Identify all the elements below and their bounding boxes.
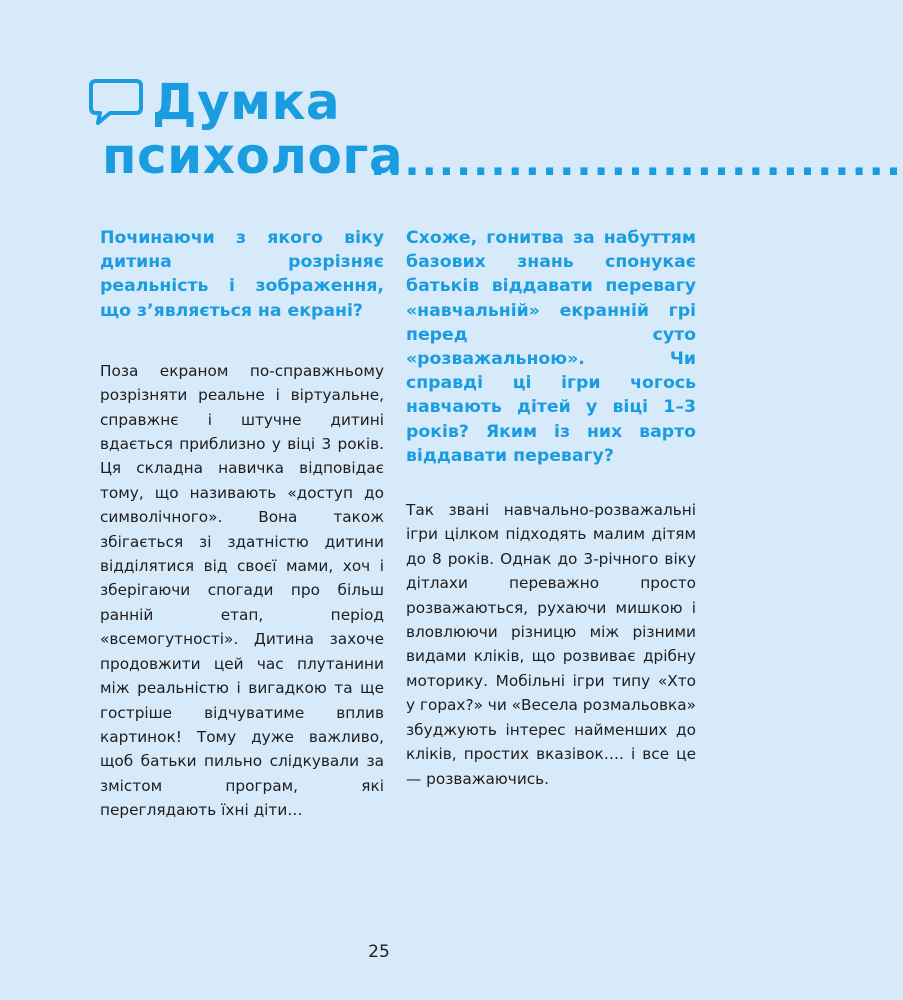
- page-number: 25: [368, 942, 390, 962]
- title-dot-leader: ...............................: [370, 139, 903, 185]
- title-line-1: Думка: [152, 73, 341, 131]
- speech-bubble-icon: [88, 78, 144, 126]
- right-question: Схоже, гонитва за набуттям базових знань спонукає батьків віддавати перевагу «навчальній» екранній грі перед суто «розважальною». Чи справді ці ігри чогось навчають дітей у віці 1–3 років? Яким із них варто віддавати перевагу?: [406, 228, 696, 466]
- left-question: Починаючи з якого віку дитина розрізняє реальність і зображення, що з’являється на екрані?: [100, 228, 384, 321]
- right-answer: Так звані навчально-розважальні ігри цілком підходять малим дітям до 8 років. Однак до 3-річного віку дітлахи переважно просто розважаються, рухаючи мишкою і вловлюючи різницю між різними видами кліків, що розвиває дрібну моторику. Мобільні ігри типу «Хто у горах?» чи «Весела розмальовка» збуджують інтерес найменших до кліків, простих вказівок…. і все це — розважаючись.: [406, 501, 696, 788]
- title-line-2: психолога: [102, 127, 404, 185]
- left-answer: Поза екраном по-справжньому розрізняти реальне і віртуальне, справжнє і штучне дитині вдається приблизно у віці 3 років. Ця складна навичка відповідає тому, що називають «доступ до символічного». Вона також збігається зі здатністю дитини відділятися від своєї мами, хоч і зберігаючи спогади про більш ранній етап, період «всемогутності». Дитина захоче продовжити цей час плутанини між реальністю і вигадкою та ще гостріше відчуватиме вплив картинок! Тому дуже важливо, щоб батьки пильно слідкували за змістом програм, які переглядають їхні діти…: [100, 361, 384, 820]
- right-column: [406, 226, 696, 791]
- left-column: [100, 226, 384, 823]
